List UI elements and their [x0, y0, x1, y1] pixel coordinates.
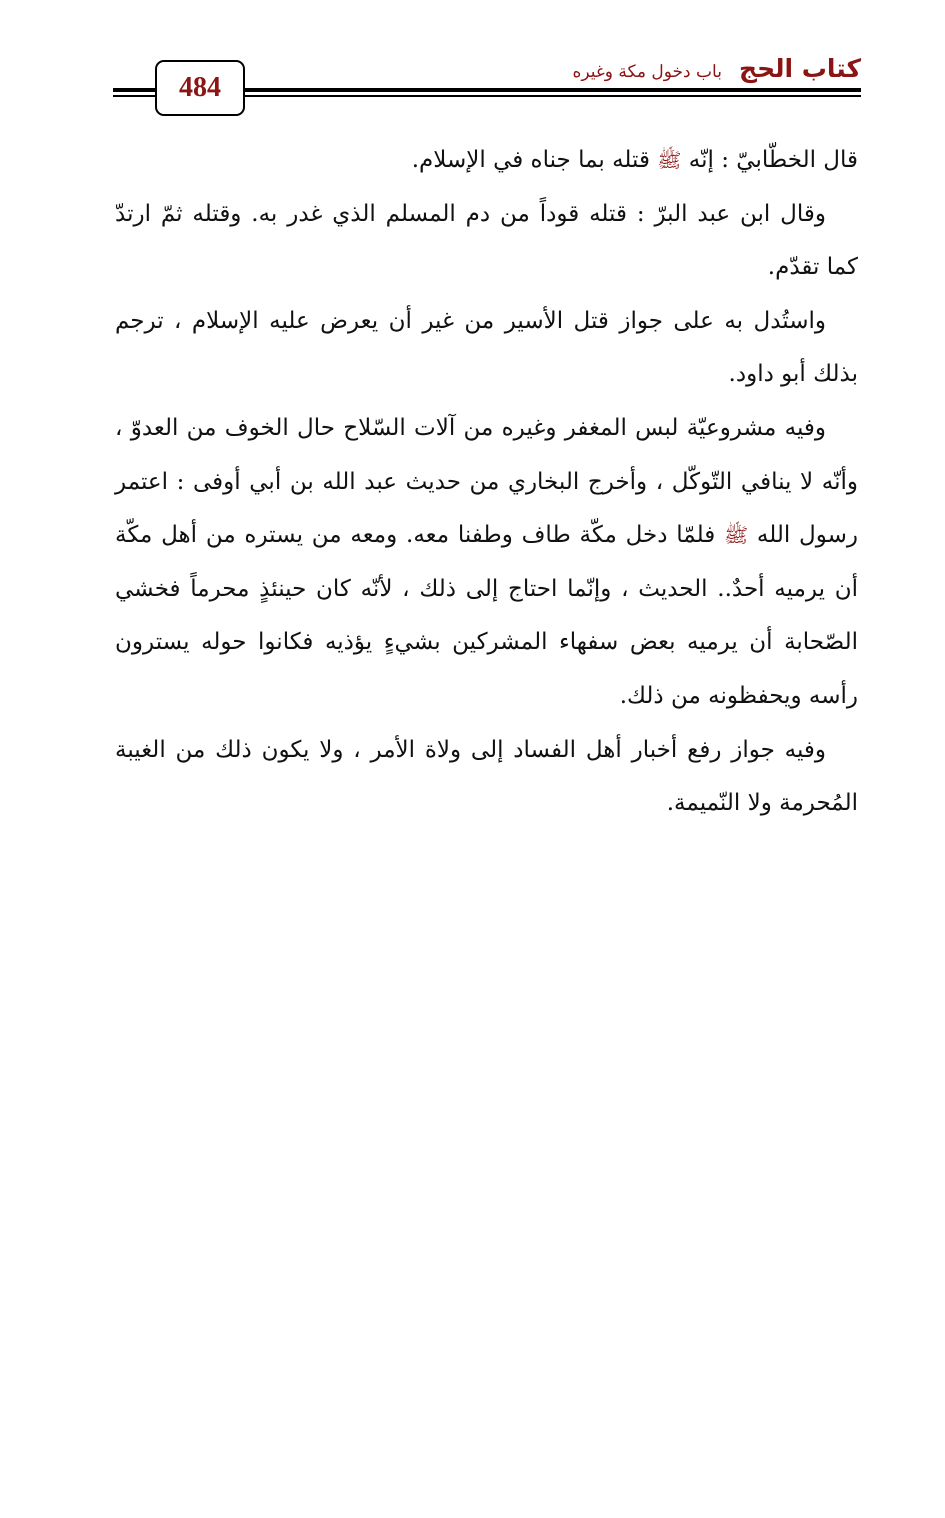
salawat-glyph: ﷺ	[723, 523, 749, 548]
paragraph-khattabi	[115, 134, 858, 188]
paragraph-reporting-corruption: وفيه جواز رفع أخبار أهل الفساد إلى ولاة الأمر ، ولا يكون ذلك من الغيبة المُحرمة ولا النّميمة.	[115, 736, 858, 817]
paragraph-text: فلمّا دخل مكّة طاف وطفنا معه. ومعه من يستره من أهل مكّة أن يرميه أحدٌ.. الحديث ، وإنّما احتاج إلى ذلك ، لأنّه كان حينئذٍ محرماً فخشي الصّحابة أن يرميه بعض سفهاء المشركين بشيءٍ يؤذيه فكانوا حوله يسترون رأسه ويحفظونه من ذلك.	[115, 522, 858, 709]
paragraph-killing-captive: واستُدل به على جواز قتل الأسير من غير أن يعرض عليه الإسلام ، ترجم بذلك أبو داود.	[115, 307, 858, 388]
running-head	[572, 54, 861, 83]
salawat-glyph: ﷺ	[657, 148, 682, 172]
paragraph-ibn-abd-al-barr: وقال ابن عبد البرّ : قتله قوداً من دم المسلم الذي غدر به. وقتله ثمّ ارتدّ كما تقدّم.	[115, 200, 858, 281]
paragraph-text: قال الخطّابيّ : إنّه	[681, 147, 858, 173]
page-body	[115, 134, 858, 831]
page-header	[113, 52, 861, 122]
page-number: 484	[179, 72, 221, 103]
page-number-box	[155, 60, 245, 116]
paragraph-text: قتله بما جناه في الإسلام.	[411, 147, 658, 173]
paragraph-wearing-helmet	[115, 402, 858, 724]
chapter-title: باب دخول مكة وغيره	[572, 62, 722, 82]
book-title: كتاب الحج	[739, 54, 861, 83]
paragraph-text: وفيه مشروعيّة لبس المغفر وغيره من آلات السّلاح حال الخوف من العدوّ ، وأنّه لا ينافي التّوكّل ، وأخرج البخاري من حديث عبد الله بن أبي أوفى : اعتمر رسول الله	[115, 414, 858, 549]
